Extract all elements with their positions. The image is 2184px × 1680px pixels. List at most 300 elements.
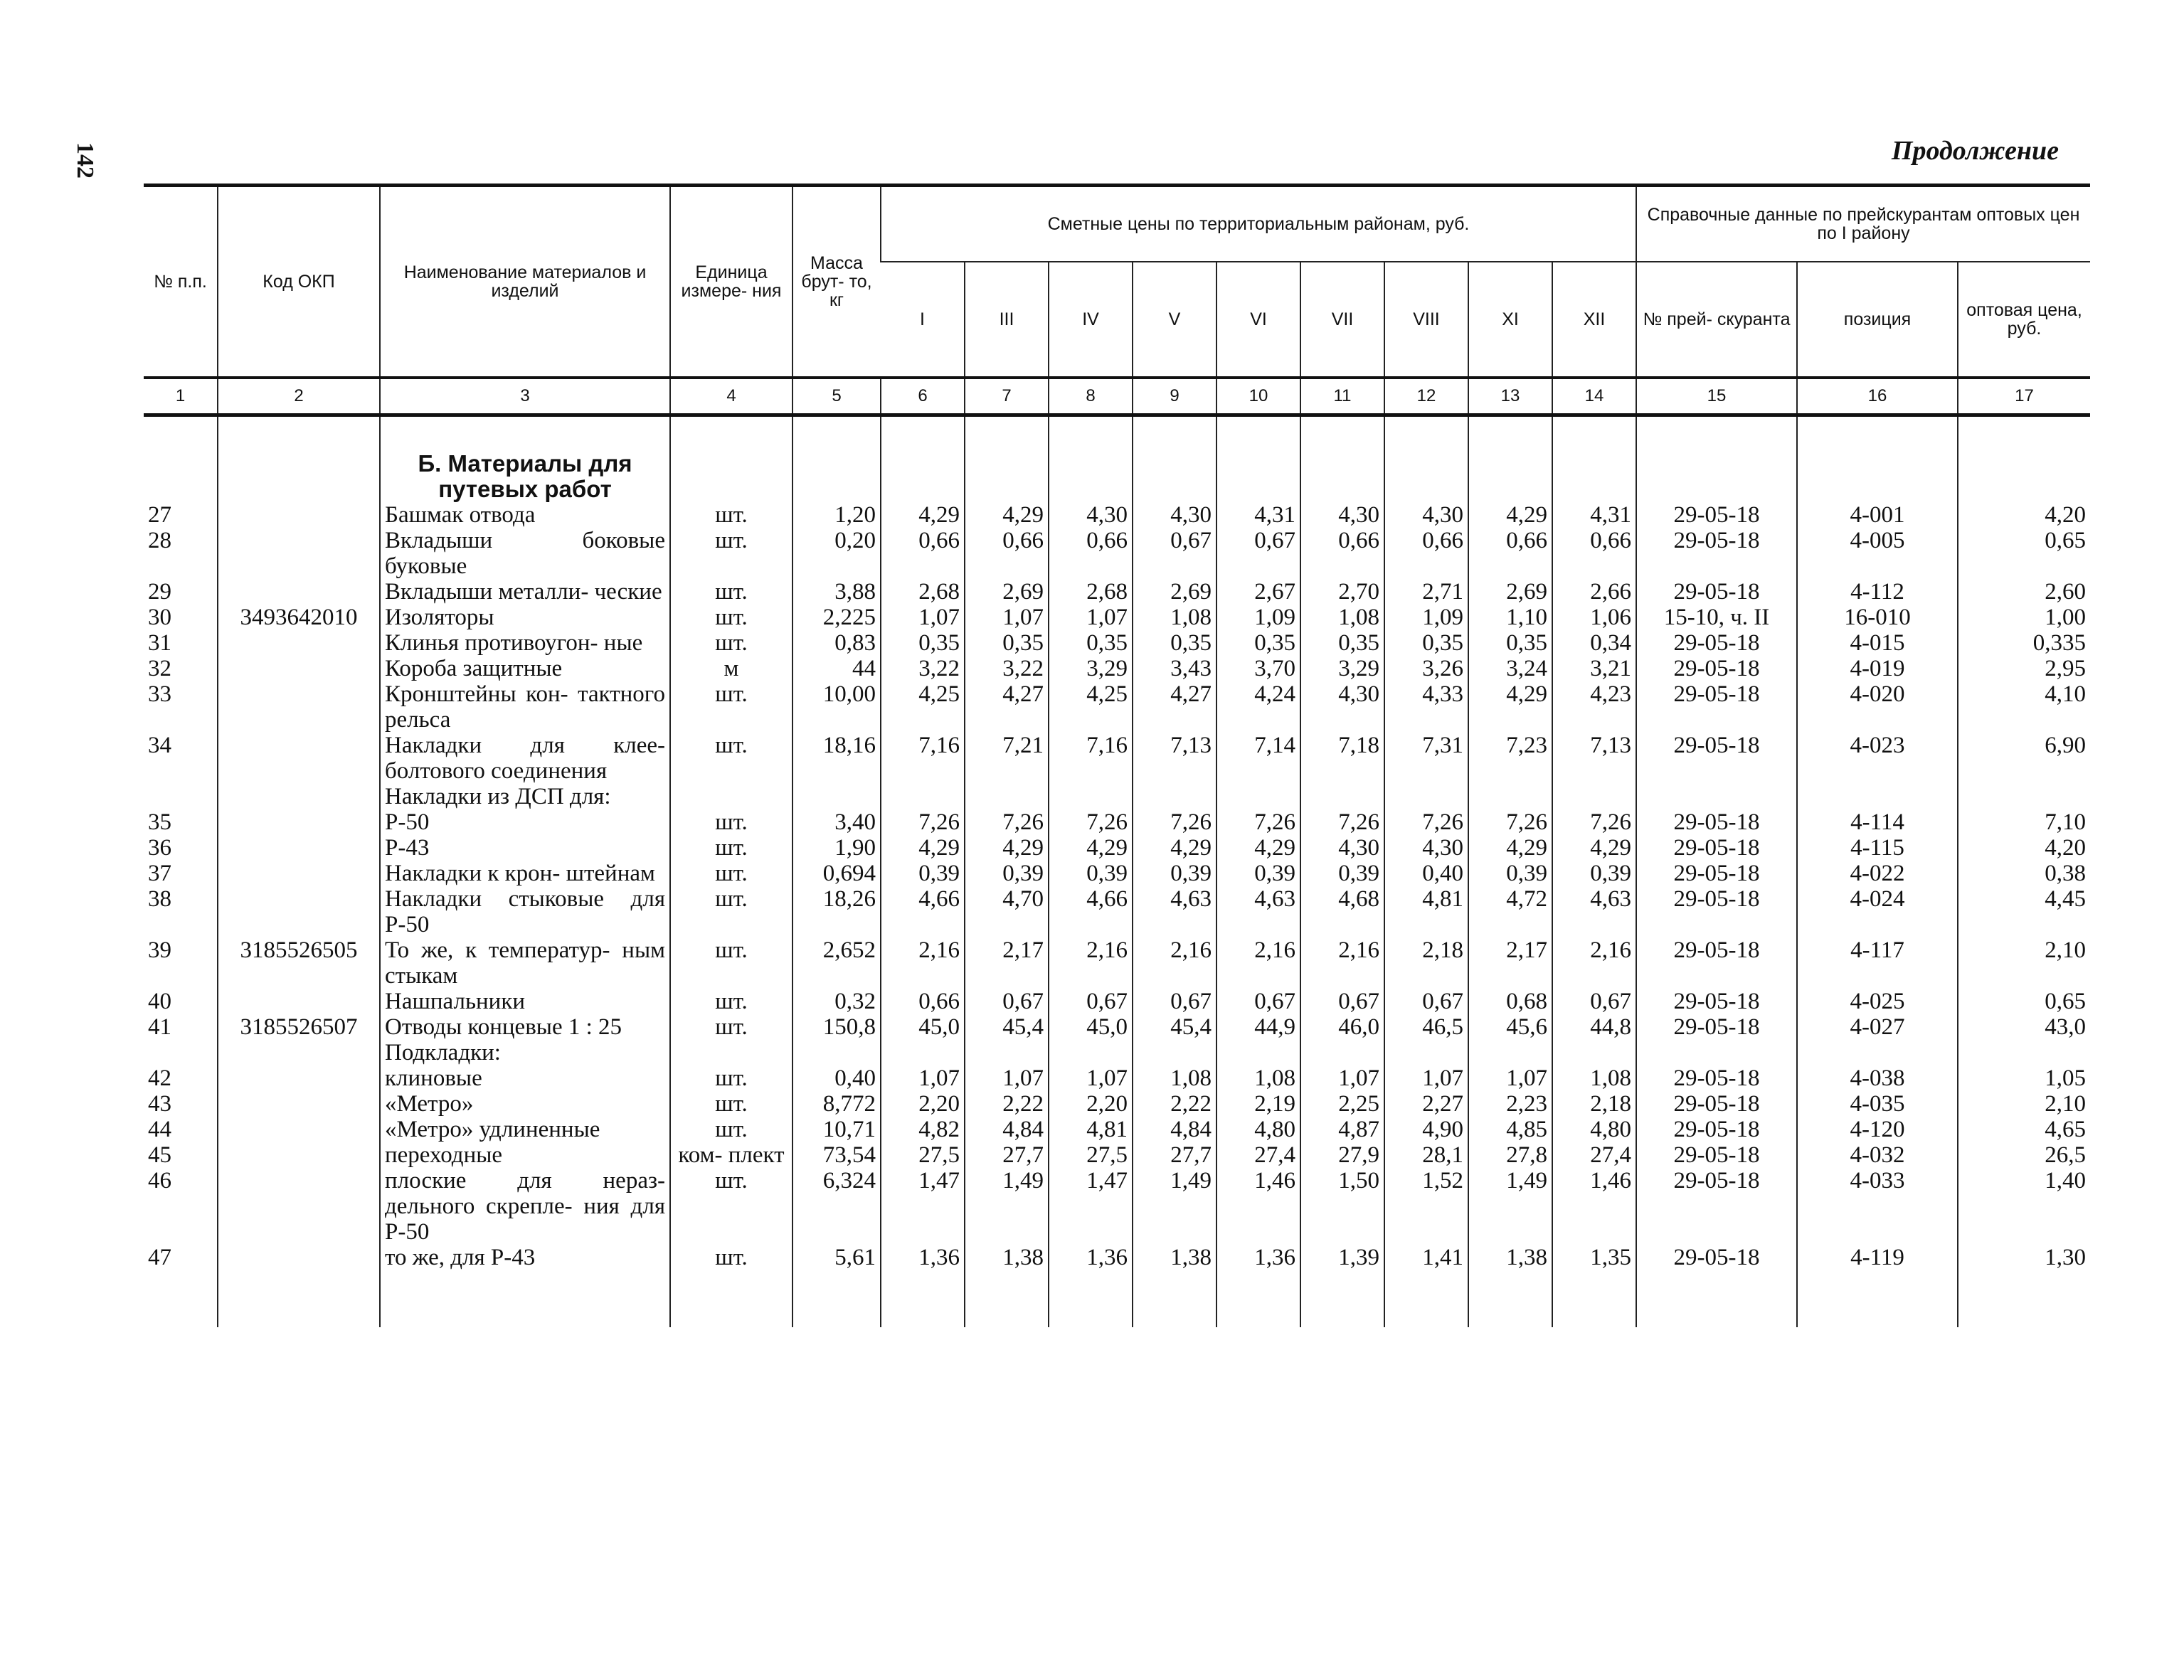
- price-cell-V: 2,16: [1133, 937, 1216, 989]
- price-cell-I: 2,20: [881, 1091, 965, 1117]
- price-cell-XII: 4,31: [1552, 502, 1636, 528]
- price-cell-VI: 2,67: [1216, 579, 1300, 605]
- item-name: Накладки к крон- штейнам: [380, 861, 670, 886]
- price-cell-XI: 4,72: [1468, 886, 1552, 937]
- price-cell-IV: 0,39: [1049, 861, 1133, 886]
- empty-cell: [1133, 415, 1216, 452]
- price-cell-VIII: 0,40: [1384, 861, 1468, 886]
- position-cell: 4-117: [1797, 937, 1958, 989]
- empty-cell: [1797, 415, 1958, 452]
- mass-cell: 2,225: [793, 605, 881, 630]
- price-cell-VII: [1300, 1040, 1384, 1065]
- wholesale-price: 2,10: [1958, 937, 2090, 989]
- table-row: [144, 656, 2090, 681]
- empty-cell: [1300, 451, 1384, 502]
- position-cell: 4-023: [1797, 733, 1958, 784]
- header-region-5: VI: [1216, 262, 1300, 378]
- pricelist-number: 29-05-18: [1636, 1065, 1797, 1091]
- price-cell-I: 0,35: [881, 630, 965, 656]
- price-cell-VI: 27,4: [1216, 1142, 1300, 1168]
- table-row: [144, 528, 2090, 579]
- price-cell-VII: 1,50: [1300, 1168, 1384, 1245]
- wholesale-price: 0,335: [1958, 630, 2090, 656]
- table-row: [144, 1091, 2090, 1117]
- mass-cell: 6,324: [793, 1168, 881, 1245]
- wholesale-price: 2,60: [1958, 579, 2090, 605]
- price-cell-VI: 2,16: [1216, 937, 1300, 989]
- price-cell-IV: 2,68: [1049, 579, 1133, 605]
- unit-cell: шт.: [670, 502, 793, 528]
- row-number: 44: [148, 1117, 171, 1142]
- price-cell-III: 1,38: [965, 1245, 1049, 1270]
- price-cell-VI: [1216, 1040, 1300, 1065]
- item-name: Отводы концевые 1 : 25: [380, 1014, 670, 1040]
- item-name: Кронштейны кон- тактного рельса: [380, 681, 670, 733]
- price-cell-XI: [1468, 1040, 1552, 1065]
- okp-code: 3493642010: [218, 605, 380, 630]
- price-cell-VIII: 3,26: [1384, 656, 1468, 681]
- header-region-9: XII: [1552, 262, 1636, 378]
- header-region-1: I: [881, 262, 965, 378]
- empty-cell: [1384, 415, 1468, 452]
- position-cell: [1797, 784, 1958, 809]
- pricelist-number: 15-10, ч. II: [1636, 605, 1797, 630]
- wholesale-price: [1958, 1040, 2090, 1065]
- item-name: Изоляторы: [380, 605, 670, 630]
- position-cell: 4-015: [1797, 630, 1958, 656]
- pricelist-number: 29-05-18: [1636, 1091, 1797, 1117]
- mass-cell: 8,772: [793, 1091, 881, 1117]
- price-cell-VIII: 4,81: [1384, 886, 1468, 937]
- mass-cell: 0,83: [793, 630, 881, 656]
- price-cell-IV: [1049, 784, 1133, 809]
- empty-cell: [1049, 1270, 1133, 1327]
- price-cell-VII: 0,39: [1300, 861, 1384, 886]
- price-cell-VI: 0,39: [1216, 861, 1300, 886]
- section-row: [144, 451, 2090, 502]
- price-cell-XII: [1552, 1040, 1636, 1065]
- mass-cell: 0,20: [793, 528, 881, 579]
- price-cell-I: 0,66: [881, 528, 965, 579]
- price-cell-I: 0,66: [881, 989, 965, 1014]
- position-cell: 4-115: [1797, 835, 1958, 861]
- empty-cell: [965, 415, 1049, 452]
- price-cell-XII: 2,66: [1552, 579, 1636, 605]
- unit-cell: шт.: [670, 1168, 793, 1245]
- item-name: Р-50: [380, 809, 670, 835]
- unit-cell: шт.: [670, 989, 793, 1014]
- column-number: 7: [965, 378, 1049, 415]
- item-name: то же, для Р-43: [380, 1245, 670, 1270]
- empty-cell: [1133, 451, 1216, 502]
- column-number: 2: [218, 378, 380, 415]
- price-cell-VII: 0,35: [1300, 630, 1384, 656]
- unit-cell: шт.: [670, 937, 793, 989]
- header-name: Наименование материалов и изделий: [380, 186, 670, 378]
- okp-code: 3185526507: [218, 1014, 380, 1040]
- price-cell-V: 1,38: [1133, 1245, 1216, 1270]
- price-cell-III: [965, 1040, 1049, 1065]
- price-cell-XI: 1,07: [1468, 1065, 1552, 1091]
- price-cell-I: [881, 1040, 965, 1065]
- empty-cell: [793, 1270, 881, 1327]
- okp-code: [218, 1245, 380, 1270]
- wholesale-price: 1,30: [1958, 1245, 2090, 1270]
- price-cell-IV: 1,07: [1049, 1065, 1133, 1091]
- price-cell-VIII: 28,1: [1384, 1142, 1468, 1168]
- price-cell-VIII: 4,90: [1384, 1117, 1468, 1142]
- mass-cell: 3,88: [793, 579, 881, 605]
- price-cell-VI: 1,46: [1216, 1168, 1300, 1245]
- price-cell-VI: 0,67: [1216, 989, 1300, 1014]
- price-cell-VII: 2,16: [1300, 937, 1384, 989]
- price-cell-XI: 1,10: [1468, 605, 1552, 630]
- price-cell-XII: 4,80: [1552, 1117, 1636, 1142]
- mass-cell: 2,652: [793, 937, 881, 989]
- column-number: 9: [1133, 378, 1216, 415]
- price-cell-IV: [1049, 1040, 1133, 1065]
- wholesale-price: 4,20: [1958, 502, 2090, 528]
- position-cell: 16-010: [1797, 605, 1958, 630]
- price-cell-I: 7,26: [881, 809, 965, 835]
- unit-cell: м: [670, 656, 793, 681]
- item-name: Подкладки:: [380, 1040, 670, 1065]
- pricelist-number: 29-05-18: [1636, 656, 1797, 681]
- pricelist-number: [1636, 784, 1797, 809]
- item-name: плоские для нераз- дельного скрепле- ния для Р-50: [380, 1168, 670, 1245]
- item-name: Клинья противоугон- ные: [380, 630, 670, 656]
- mass-cell: 150,8: [793, 1014, 881, 1040]
- item-name: «Метро» удлиненные: [380, 1117, 670, 1142]
- price-cell-VI: 7,26: [1216, 809, 1300, 835]
- price-cell-XI: [1468, 784, 1552, 809]
- empty-cell: [1958, 415, 2090, 452]
- item-name: Вкладыши боковые буковые: [380, 528, 670, 579]
- table-row: [144, 630, 2090, 656]
- price-cell-V: 1,49: [1133, 1168, 1216, 1245]
- row-number: 40: [148, 989, 171, 1014]
- position-cell: 4-025: [1797, 989, 1958, 1014]
- item-name: клиновые: [380, 1065, 670, 1091]
- empty-cell: [1552, 451, 1636, 502]
- empty-cell: [1636, 415, 1797, 452]
- empty-cell: [793, 451, 881, 502]
- unit-cell: шт.: [670, 886, 793, 937]
- item-name: Короба защитные: [380, 656, 670, 681]
- price-cell-XII: 3,21: [1552, 656, 1636, 681]
- price-cell-XI: 7,26: [1468, 809, 1552, 835]
- price-cell-VIII: 1,09: [1384, 605, 1468, 630]
- wholesale-price: 4,10: [1958, 681, 2090, 733]
- column-number: 4: [670, 378, 793, 415]
- price-cell-VII: 27,9: [1300, 1142, 1384, 1168]
- price-cell-V: 4,63: [1133, 886, 1216, 937]
- position-cell: 4-019: [1797, 656, 1958, 681]
- price-cell-III: 4,29: [965, 835, 1049, 861]
- price-cell-VIII: 46,5: [1384, 1014, 1468, 1040]
- price-cell-XI: 1,49: [1468, 1168, 1552, 1245]
- unit-cell: шт.: [670, 1117, 793, 1142]
- empty-cell: [1133, 1270, 1216, 1327]
- position-cell: 4-024: [1797, 886, 1958, 937]
- okp-code: [218, 1091, 380, 1117]
- price-cell-XI: 4,29: [1468, 502, 1552, 528]
- unit-cell: шт.: [670, 1245, 793, 1270]
- empty-cell: [670, 451, 793, 502]
- row-number: 28: [148, 528, 171, 553]
- price-table: [144, 184, 2090, 1327]
- pricelist-number: [1636, 1040, 1797, 1065]
- price-cell-I: 7,16: [881, 733, 965, 784]
- header-region-6: VII: [1300, 262, 1384, 378]
- unit-cell: шт.: [670, 733, 793, 784]
- table-row: [144, 1142, 2090, 1168]
- price-cell-I: 2,68: [881, 579, 965, 605]
- price-cell-VII: 1,07: [1300, 1065, 1384, 1091]
- price-cell-IV: 1,47: [1049, 1168, 1133, 1245]
- price-cell-XI: 2,23: [1468, 1091, 1552, 1117]
- wholesale-price: 4,45: [1958, 886, 2090, 937]
- header-code: Код ОКП: [218, 186, 380, 378]
- empty-cell: [144, 415, 218, 452]
- price-cell-VI: 3,70: [1216, 656, 1300, 681]
- okp-code: [218, 784, 380, 809]
- table-row: [144, 835, 2090, 861]
- empty-cell: [1216, 1270, 1300, 1327]
- okp-code: [218, 1142, 380, 1168]
- price-cell-III: 0,39: [965, 861, 1049, 886]
- column-number: 8: [1049, 378, 1133, 415]
- price-cell-I: 4,29: [881, 502, 965, 528]
- pricelist-number: 29-05-18: [1636, 861, 1797, 886]
- price-cell-IV: 27,5: [1049, 1142, 1133, 1168]
- pricelist-number: 29-05-18: [1636, 1168, 1797, 1245]
- column-number: 3: [380, 378, 670, 415]
- pricelist-number: 29-05-18: [1636, 835, 1797, 861]
- table-row: [144, 1245, 2090, 1270]
- empty-cell: [380, 1270, 670, 1327]
- item-name: Накладки из ДСП для:: [380, 784, 670, 809]
- price-cell-IV: 45,0: [1049, 1014, 1133, 1040]
- price-cell-VIII: 0,66: [1384, 528, 1468, 579]
- price-cell-XI: 1,38: [1468, 1245, 1552, 1270]
- price-cell-V: 7,13: [1133, 733, 1216, 784]
- price-cell-XI: 0,35: [1468, 630, 1552, 656]
- header-region-8: XI: [1468, 262, 1552, 378]
- empty-cell: [1636, 1270, 1797, 1327]
- price-cell-I: 1,47: [881, 1168, 965, 1245]
- table-row: [144, 1040, 2090, 1065]
- price-cell-V: 0,39: [1133, 861, 1216, 886]
- pricelist-number: 29-05-18: [1636, 1014, 1797, 1040]
- price-cell-IV: 2,16: [1049, 937, 1133, 989]
- okp-code: [218, 528, 380, 579]
- empty-cell: [1468, 451, 1552, 502]
- column-number: 14: [1552, 378, 1636, 415]
- price-cell-V: 0,35: [1133, 630, 1216, 656]
- row-number: [144, 1040, 218, 1065]
- price-cell-XII: 4,23: [1552, 681, 1636, 733]
- price-cell-XI: 2,17: [1468, 937, 1552, 989]
- column-number: 15: [1636, 378, 1797, 415]
- empty-cell: [380, 415, 670, 452]
- price-cell-VII: 1,39: [1300, 1245, 1384, 1270]
- row-number: 34: [148, 733, 171, 758]
- pricelist-number: 29-05-18: [1636, 528, 1797, 579]
- empty-cell: [1636, 451, 1797, 502]
- header-region-3: IV: [1049, 262, 1133, 378]
- price-cell-VIII: 2,27: [1384, 1091, 1468, 1117]
- row-number: 27: [148, 502, 171, 528]
- wholesale-price: 1,00: [1958, 605, 2090, 630]
- table-row: [144, 1014, 2090, 1040]
- price-cell-IV: 4,66: [1049, 886, 1133, 937]
- price-cell-VII: 2,70: [1300, 579, 1384, 605]
- pricelist-number: 29-05-18: [1636, 630, 1797, 656]
- position-cell: 4-032: [1797, 1142, 1958, 1168]
- price-cell-V: 2,69: [1133, 579, 1216, 605]
- item-name: То же, к температур- ным стыкам: [380, 937, 670, 989]
- price-cell-XII: 1,35: [1552, 1245, 1636, 1270]
- price-cell-III: 2,69: [965, 579, 1049, 605]
- wholesale-price: 1,40: [1958, 1168, 2090, 1245]
- price-cell-I: 45,0: [881, 1014, 965, 1040]
- price-cell-VII: 0,67: [1300, 989, 1384, 1014]
- price-cell-VII: 4,30: [1300, 681, 1384, 733]
- header-ref-col-3: оптовая цена, руб.: [1958, 262, 2090, 378]
- price-cell-VIII: 4,30: [1384, 502, 1468, 528]
- price-cell-I: 1,07: [881, 1065, 965, 1091]
- header-region-7: VIII: [1384, 262, 1468, 378]
- column-number: 11: [1300, 378, 1384, 415]
- okp-code: 3185526505: [218, 937, 380, 989]
- empty-cell: [1958, 451, 2090, 502]
- price-cell-VI: 4,80: [1216, 1117, 1300, 1142]
- table-row: [144, 733, 2090, 784]
- empty-cell: [1468, 415, 1552, 452]
- column-number: 16: [1797, 378, 1958, 415]
- okp-code: [218, 1065, 380, 1091]
- price-cell-XII: 7,13: [1552, 733, 1636, 784]
- wholesale-price: 4,20: [1958, 835, 2090, 861]
- price-cell-VI: 0,67: [1216, 528, 1300, 579]
- unit-cell: шт.: [670, 630, 793, 656]
- header-ref-col-1: № прей- скуранта: [1636, 262, 1797, 378]
- empty-cell: [1552, 415, 1636, 452]
- pricelist-number: 29-05-18: [1636, 937, 1797, 989]
- price-cell-V: 4,27: [1133, 681, 1216, 733]
- price-cell-III: 2,17: [965, 937, 1049, 989]
- position-cell: 4-038: [1797, 1065, 1958, 1091]
- wholesale-price: 7,10: [1958, 809, 2090, 835]
- price-cell-I: 3,22: [881, 656, 965, 681]
- price-cell-VI: [1216, 784, 1300, 809]
- price-cell-III: 4,70: [965, 886, 1049, 937]
- price-cell-III: 2,22: [965, 1091, 1049, 1117]
- wholesale-price: [1958, 784, 2090, 809]
- price-cell-I: 4,29: [881, 835, 965, 861]
- pricelist-number: 29-05-18: [1636, 681, 1797, 733]
- price-cell-VIII: 0,35: [1384, 630, 1468, 656]
- unit-cell: шт.: [670, 528, 793, 579]
- item-name: Накладки стыковые для Р-50: [380, 886, 670, 937]
- pricelist-number: 29-05-18: [1636, 1117, 1797, 1142]
- okp-code: [218, 579, 380, 605]
- unit-cell: шт.: [670, 1014, 793, 1040]
- price-cell-XII: 2,18: [1552, 1091, 1636, 1117]
- price-cell-XI: 4,29: [1468, 681, 1552, 733]
- price-cell-VIII: [1384, 784, 1468, 809]
- price-cell-V: [1133, 1040, 1216, 1065]
- price-cell-VI: 0,35: [1216, 630, 1300, 656]
- empty-cell: [1958, 1270, 2090, 1327]
- price-cell-VI: 4,63: [1216, 886, 1300, 937]
- price-cell-V: 0,67: [1133, 989, 1216, 1014]
- empty-cell: [1049, 451, 1133, 502]
- empty-cell: [218, 1270, 380, 1327]
- empty-cell: [1216, 415, 1300, 452]
- unit-cell: шт.: [670, 605, 793, 630]
- row-number: 39: [148, 937, 171, 963]
- price-cell-III: 3,22: [965, 656, 1049, 681]
- price-cell-VI: 4,31: [1216, 502, 1300, 528]
- item-name: Вкладыши металли- ческие: [380, 579, 670, 605]
- price-cell-XII: 4,29: [1552, 835, 1636, 861]
- okp-code: [218, 809, 380, 835]
- unit-cell: шт.: [670, 809, 793, 835]
- row-number: 30: [148, 605, 171, 630]
- position-cell: 4-022: [1797, 861, 1958, 886]
- okp-code: [218, 1117, 380, 1142]
- mass-cell: 73,54: [793, 1142, 881, 1168]
- pricelist-number: 29-05-18: [1636, 989, 1797, 1014]
- price-cell-XI: 2,69: [1468, 579, 1552, 605]
- price-cell-XII: 44,8: [1552, 1014, 1636, 1040]
- price-cell-XI: 3,24: [1468, 656, 1552, 681]
- price-cell-III: 45,4: [965, 1014, 1049, 1040]
- empty-cell: [144, 1270, 218, 1327]
- okp-code: [218, 656, 380, 681]
- row-number: 37: [148, 861, 171, 886]
- price-cell-IV: 0,66: [1049, 528, 1133, 579]
- table-row: [144, 681, 2090, 733]
- row-number: 31: [148, 630, 171, 656]
- header-unit: Единица измере- ния: [670, 186, 793, 378]
- price-cell-III: 1,07: [965, 605, 1049, 630]
- table-row: [144, 502, 2090, 528]
- row-number: [144, 784, 218, 809]
- row-number: 36: [148, 835, 171, 861]
- wholesale-price: 0,38: [1958, 861, 2090, 886]
- price-cell-VIII: 4,30: [1384, 835, 1468, 861]
- okp-code: [218, 835, 380, 861]
- position-cell: 4-114: [1797, 809, 1958, 835]
- column-number: 17: [1958, 378, 2090, 415]
- position-cell: 4-035: [1797, 1091, 1958, 1117]
- mass-cell: 10,71: [793, 1117, 881, 1142]
- row-number: 33: [148, 681, 171, 707]
- price-cell-VII: 2,25: [1300, 1091, 1384, 1117]
- price-cell-XII: 2,16: [1552, 937, 1636, 989]
- price-cell-I: 27,5: [881, 1142, 965, 1168]
- unit-cell: шт.: [670, 861, 793, 886]
- price-cell-I: 1,36: [881, 1245, 965, 1270]
- empty-cell: [218, 451, 380, 502]
- empty-cell: [1384, 1270, 1468, 1327]
- price-cell-V: 45,4: [1133, 1014, 1216, 1040]
- price-cell-XI: 4,29: [1468, 835, 1552, 861]
- price-cell-III: 4,29: [965, 502, 1049, 528]
